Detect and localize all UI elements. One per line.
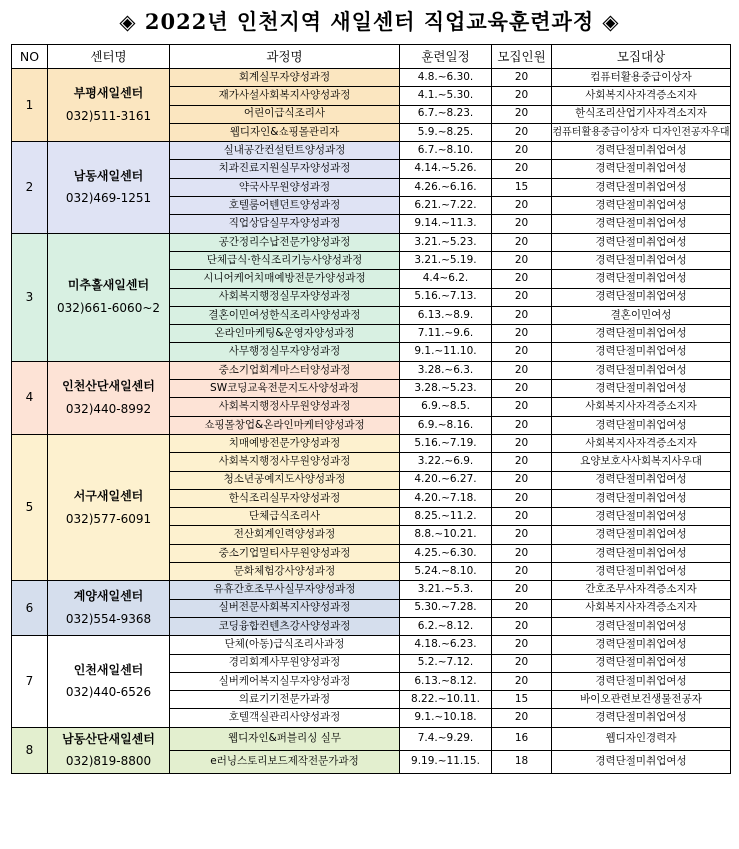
table-row bbox=[12, 581, 731, 599]
course-name: 온라인마케팅&운영자양성과정 bbox=[170, 325, 400, 343]
course-name: SW코딩교육전문지도사양성과정 bbox=[170, 380, 400, 398]
course-name: 사회복지행정사무원양성과정 bbox=[170, 453, 400, 471]
center-name: 부평새일센터 bbox=[73, 86, 144, 101]
recruit-count: 20 bbox=[492, 636, 552, 654]
recruit-count: 15 bbox=[492, 178, 552, 196]
recruit-count: 20 bbox=[492, 288, 552, 306]
recruit-target: 경력단절미취업여성 bbox=[552, 544, 731, 562]
recruit-count: 20 bbox=[492, 160, 552, 178]
center-phone: 032)440-8992 bbox=[65, 401, 152, 416]
recruit-count: 20 bbox=[492, 489, 552, 507]
center-name: 남동산단새일센터 bbox=[62, 731, 155, 746]
recruit-target: 경력단절미취업여성 bbox=[552, 142, 731, 160]
recruit-count: 20 bbox=[492, 526, 552, 544]
recruit-target: 간호조무사자격증소지자 bbox=[552, 581, 731, 599]
training-schedule: 3.21.~5.19. bbox=[400, 251, 492, 269]
page-title: ◈ 2022년 인천지역 새일센터 직업교육훈련과정 ◈ bbox=[119, 9, 620, 34]
center-number: 5 bbox=[12, 434, 48, 580]
table-body bbox=[12, 69, 731, 774]
course-name: 의료기기전문가과정 bbox=[170, 691, 400, 709]
course-name: 청소년공예지도사양성과정 bbox=[170, 471, 400, 489]
header-no: NO bbox=[12, 45, 48, 69]
recruit-count: 20 bbox=[492, 123, 552, 141]
center-name: 인천산단새일센터 bbox=[62, 379, 155, 394]
recruit-target: 요양보호사사회복지사우대 bbox=[552, 453, 731, 471]
center-name: 서구새일센터 bbox=[73, 488, 144, 503]
course-name: 코딩융합컨텐츠강사양성과정 bbox=[170, 617, 400, 635]
center-name: 인천새일센터 bbox=[73, 662, 144, 677]
center-cell bbox=[48, 727, 170, 774]
training-schedule: 5.30.~7.28. bbox=[400, 599, 492, 617]
course-name: 한식조리실무자양성과정 bbox=[170, 489, 400, 507]
center-number: 7 bbox=[12, 636, 48, 727]
training-schedule: 9.14.~11.3. bbox=[400, 215, 492, 233]
course-name: 문화체험강사양성과정 bbox=[170, 563, 400, 581]
course-name: 사무행정실무자양성과정 bbox=[170, 343, 400, 361]
recruit-target: 경력단절미취업여성 bbox=[552, 471, 731, 489]
recruit-target: 경력단절미취업여성 bbox=[552, 197, 731, 215]
recruit-target: 경력단절미취업여성 bbox=[552, 526, 731, 544]
recruit-target: 바이오관련보건생물전공자 bbox=[552, 691, 731, 709]
training-schedule: 3.21.~5.23. bbox=[400, 233, 492, 251]
center-phone: 032)577-6091 bbox=[65, 511, 152, 526]
recruit-target: 경력단절미취업여성 bbox=[552, 750, 731, 773]
course-name: 직업상담실무자양성과정 bbox=[170, 215, 400, 233]
training-schedule: 4.20.~7.18. bbox=[400, 489, 492, 507]
center-number: 2 bbox=[12, 142, 48, 233]
recruit-count: 20 bbox=[492, 105, 552, 123]
recruit-count: 20 bbox=[492, 398, 552, 416]
header-course: 과정명 bbox=[170, 45, 400, 69]
training-schedule: 4.26.~6.16. bbox=[400, 178, 492, 196]
recruit-target: 경력단절미취업여성 bbox=[552, 709, 731, 727]
course-name: 공간정리수납전문가양성과정 bbox=[170, 233, 400, 251]
center-cell bbox=[48, 361, 170, 434]
recruit-count: 20 bbox=[492, 142, 552, 160]
header-center: 센터명 bbox=[48, 45, 170, 69]
recruit-target: 웹디자인경력자 bbox=[552, 727, 731, 750]
recruit-target: 경력단절미취업여성 bbox=[552, 617, 731, 635]
course-name: 중소기업멀티사무원양성과정 bbox=[170, 544, 400, 562]
recruit-count: 20 bbox=[492, 343, 552, 361]
recruit-count: 20 bbox=[492, 544, 552, 562]
course-name: 실버케어복지실무자양성과정 bbox=[170, 672, 400, 690]
center-cell bbox=[48, 434, 170, 580]
training-schedule: 6.9.~8.16. bbox=[400, 416, 492, 434]
center-phone: 032)554-9368 bbox=[65, 612, 152, 627]
training-schedule: 3.21.~5.3. bbox=[400, 581, 492, 599]
recruit-target: 경력단절미취업여성 bbox=[552, 563, 731, 581]
header-schedule: 훈련일정 bbox=[400, 45, 492, 69]
table-row bbox=[12, 636, 731, 654]
recruit-target: 사회복지사자격증소지자 bbox=[552, 87, 731, 105]
course-name: 사회복지행정사무원양성과정 bbox=[170, 398, 400, 416]
course-name: 유휴간호조무사실무자양성과정 bbox=[170, 581, 400, 599]
center-number: 6 bbox=[12, 581, 48, 636]
training-schedule: 4.8.~6.30. bbox=[400, 69, 492, 87]
training-schedule: 4.18.~6.23. bbox=[400, 636, 492, 654]
center-phone: 032)440-6526 bbox=[65, 685, 152, 700]
center-number: 1 bbox=[12, 69, 48, 142]
recruit-count: 20 bbox=[492, 197, 552, 215]
course-name: 호텔객실관리사양성과정 bbox=[170, 709, 400, 727]
course-name: 시니어케어치매예방전문가양성과정 bbox=[170, 270, 400, 288]
center-number: 3 bbox=[12, 233, 48, 361]
training-schedule: 3.22.~6.9. bbox=[400, 453, 492, 471]
training-schedule: 6.7.~8.23. bbox=[400, 105, 492, 123]
recruit-count: 20 bbox=[492, 251, 552, 269]
course-name: 약국사무원양성과정 bbox=[170, 178, 400, 196]
recruit-count: 20 bbox=[492, 672, 552, 690]
course-name: 단체급식·한식조리기능사양성과정 bbox=[170, 251, 400, 269]
course-name: 쇼핑몰창업&온라인마케터양성과정 bbox=[170, 416, 400, 434]
training-schedule: 6.21.~7.22. bbox=[400, 197, 492, 215]
center-cell bbox=[48, 142, 170, 233]
recruit-target: 사회복지사자격증소지자 bbox=[552, 398, 731, 416]
table-row bbox=[12, 727, 731, 750]
recruit-target: 경력단절미취업여성 bbox=[552, 160, 731, 178]
center-cell bbox=[48, 636, 170, 727]
training-schedule: 6.7.~8.10. bbox=[400, 142, 492, 160]
training-schedule: 8.22.~10.11. bbox=[400, 691, 492, 709]
course-name: 웹디자인&쇼핑몰관리자 bbox=[170, 123, 400, 141]
training-schedule: 9.19.~11.15. bbox=[400, 750, 492, 773]
training-schedule: 8.25.~11.2. bbox=[400, 508, 492, 526]
course-name: 단체(아동)급식조리사과정 bbox=[170, 636, 400, 654]
recruit-count: 15 bbox=[492, 691, 552, 709]
table-row bbox=[12, 69, 731, 87]
recruit-target: 경력단절미취업여성 bbox=[552, 672, 731, 690]
recruit-target: 사회복지사자격증소지자 bbox=[552, 434, 731, 452]
recruit-count: 20 bbox=[492, 270, 552, 288]
course-name: 호텔룸어텐던트양성과정 bbox=[170, 197, 400, 215]
course-name: 중소기업회계마스터양성과정 bbox=[170, 361, 400, 379]
recruit-count: 20 bbox=[492, 508, 552, 526]
recruit-target: 경력단절미취업여성 bbox=[552, 361, 731, 379]
header-count: 모집인원 bbox=[492, 45, 552, 69]
course-name: 재가사설사회복지사양성과정 bbox=[170, 87, 400, 105]
table-row bbox=[12, 434, 731, 452]
recruit-target: 컴퓨터활용중급이상자 bbox=[552, 69, 731, 87]
recruit-target: 컴퓨터활용중급이상자 디자인전공자우대 bbox=[552, 123, 731, 141]
training-schedule: 7.11.~9.6. bbox=[400, 325, 492, 343]
center-name: 남동새일센터 bbox=[73, 168, 144, 183]
training-schedule: 7.4.~9.29. bbox=[400, 727, 492, 750]
course-name: 회계실무자양성과정 bbox=[170, 69, 400, 87]
course-name: 전산회계인력양성과정 bbox=[170, 526, 400, 544]
training-course-table bbox=[11, 44, 731, 774]
center-number: 4 bbox=[12, 361, 48, 434]
training-schedule: 9.1.~10.18. bbox=[400, 709, 492, 727]
recruit-target: 경력단절미취업여성 bbox=[552, 489, 731, 507]
center-phone: 032)819-8800 bbox=[65, 754, 152, 769]
course-name: 치과진료지원실무자양성과정 bbox=[170, 160, 400, 178]
recruit-count: 20 bbox=[492, 69, 552, 87]
recruit-count: 20 bbox=[492, 581, 552, 599]
center-number: 8 bbox=[12, 727, 48, 774]
recruit-target: 경력단절미취업여성 bbox=[552, 251, 731, 269]
center-phone: 032)511-3161 bbox=[65, 109, 152, 124]
training-schedule: 5.2.~7.12. bbox=[400, 654, 492, 672]
course-name: 실내공간컨설턴트양성과정 bbox=[170, 142, 400, 160]
center-name: 계양새일센터 bbox=[73, 589, 144, 604]
recruit-target: 경력단절미취업여성 bbox=[552, 325, 731, 343]
training-schedule: 6.9.~8.5. bbox=[400, 398, 492, 416]
training-schedule: 4.14.~5.26. bbox=[400, 160, 492, 178]
recruit-target: 경력단절미취업여성 bbox=[552, 636, 731, 654]
recruit-target: 한식조리산업기사자격소지자 bbox=[552, 105, 731, 123]
course-name: 결혼이민여성한식조리사양성과정 bbox=[170, 306, 400, 324]
course-name: e러닝스토리보드제작전문가과정 bbox=[170, 750, 400, 773]
course-name: 사회복지행정실무자양성과정 bbox=[170, 288, 400, 306]
training-schedule: 6.13.~8.9. bbox=[400, 306, 492, 324]
table-row bbox=[12, 361, 731, 379]
center-cell bbox=[48, 581, 170, 636]
recruit-target: 사회복지사자격증소지자 bbox=[552, 599, 731, 617]
training-schedule: 5.16.~7.19. bbox=[400, 434, 492, 452]
recruit-target: 경력단절미취업여성 bbox=[552, 508, 731, 526]
recruit-count: 20 bbox=[492, 434, 552, 452]
recruit-count: 20 bbox=[492, 654, 552, 672]
recruit-count: 20 bbox=[492, 361, 552, 379]
course-name: 웹디자인&퍼블리싱 실무 bbox=[170, 727, 400, 750]
training-schedule: 4.4~6.2. bbox=[400, 270, 492, 288]
recruit-target: 경력단절미취업여성 bbox=[552, 270, 731, 288]
training-schedule: 4.20.~6.27. bbox=[400, 471, 492, 489]
training-schedule: 5.9.~8.25. bbox=[400, 123, 492, 141]
course-name: 단체급식조리사 bbox=[170, 508, 400, 526]
training-schedule: 4.1.~5.30. bbox=[400, 87, 492, 105]
course-name: 경리회계사무원양성과정 bbox=[170, 654, 400, 672]
center-cell bbox=[48, 69, 170, 142]
training-schedule: 3.28.~5.23. bbox=[400, 380, 492, 398]
recruit-count: 16 bbox=[492, 727, 552, 750]
training-schedule: 6.13.~8.12. bbox=[400, 672, 492, 690]
table-row bbox=[12, 233, 731, 251]
recruit-target: 결혼이민여성 bbox=[552, 306, 731, 324]
training-schedule: 4.25.~6.30. bbox=[400, 544, 492, 562]
recruit-count: 20 bbox=[492, 233, 552, 251]
recruit-count: 20 bbox=[492, 87, 552, 105]
training-schedule: 5.16.~7.13. bbox=[400, 288, 492, 306]
recruit-count: 20 bbox=[492, 215, 552, 233]
recruit-target: 경력단절미취업여성 bbox=[552, 654, 731, 672]
course-name: 어린이급식조리사 bbox=[170, 105, 400, 123]
recruit-count: 20 bbox=[492, 453, 552, 471]
course-name: 치매예방전문가양성과정 bbox=[170, 434, 400, 452]
training-schedule: 5.24.~8.10. bbox=[400, 563, 492, 581]
training-schedule: 8.8.~10.21. bbox=[400, 526, 492, 544]
recruit-count: 20 bbox=[492, 471, 552, 489]
recruit-target: 경력단절미취업여성 bbox=[552, 233, 731, 251]
center-phone: 032)469-1251 bbox=[65, 191, 152, 206]
recruit-count: 20 bbox=[492, 617, 552, 635]
recruit-target: 경력단절미취업여성 bbox=[552, 178, 731, 196]
training-schedule: 3.28.~6.3. bbox=[400, 361, 492, 379]
recruit-target: 경력단절미취업여성 bbox=[552, 380, 731, 398]
recruit-count: 20 bbox=[492, 325, 552, 343]
recruit-count: 20 bbox=[492, 599, 552, 617]
recruit-count: 20 bbox=[492, 380, 552, 398]
training-schedule: 6.2.~8.12. bbox=[400, 617, 492, 635]
recruit-count: 20 bbox=[492, 709, 552, 727]
center-name: 미추홀새일센터 bbox=[67, 278, 150, 293]
recruit-target: 경력단절미취업여성 bbox=[552, 343, 731, 361]
center-phone: 032)661-6060~2 bbox=[56, 301, 161, 316]
recruit-count: 18 bbox=[492, 750, 552, 773]
recruit-target: 경력단절미취업여성 bbox=[552, 288, 731, 306]
recruit-target: 경력단절미취업여성 bbox=[552, 215, 731, 233]
table-header-row bbox=[12, 45, 731, 69]
recruit-count: 20 bbox=[492, 563, 552, 581]
table-row bbox=[12, 142, 731, 160]
header-target: 모집대상 bbox=[552, 45, 731, 69]
recruit-count: 20 bbox=[492, 306, 552, 324]
course-name: 실버전문사회복지사양성과정 bbox=[170, 599, 400, 617]
training-schedule: 9.1.~11.10. bbox=[400, 343, 492, 361]
center-cell bbox=[48, 233, 170, 361]
recruit-count: 20 bbox=[492, 416, 552, 434]
recruit-target: 경력단절미취업여성 bbox=[552, 416, 731, 434]
